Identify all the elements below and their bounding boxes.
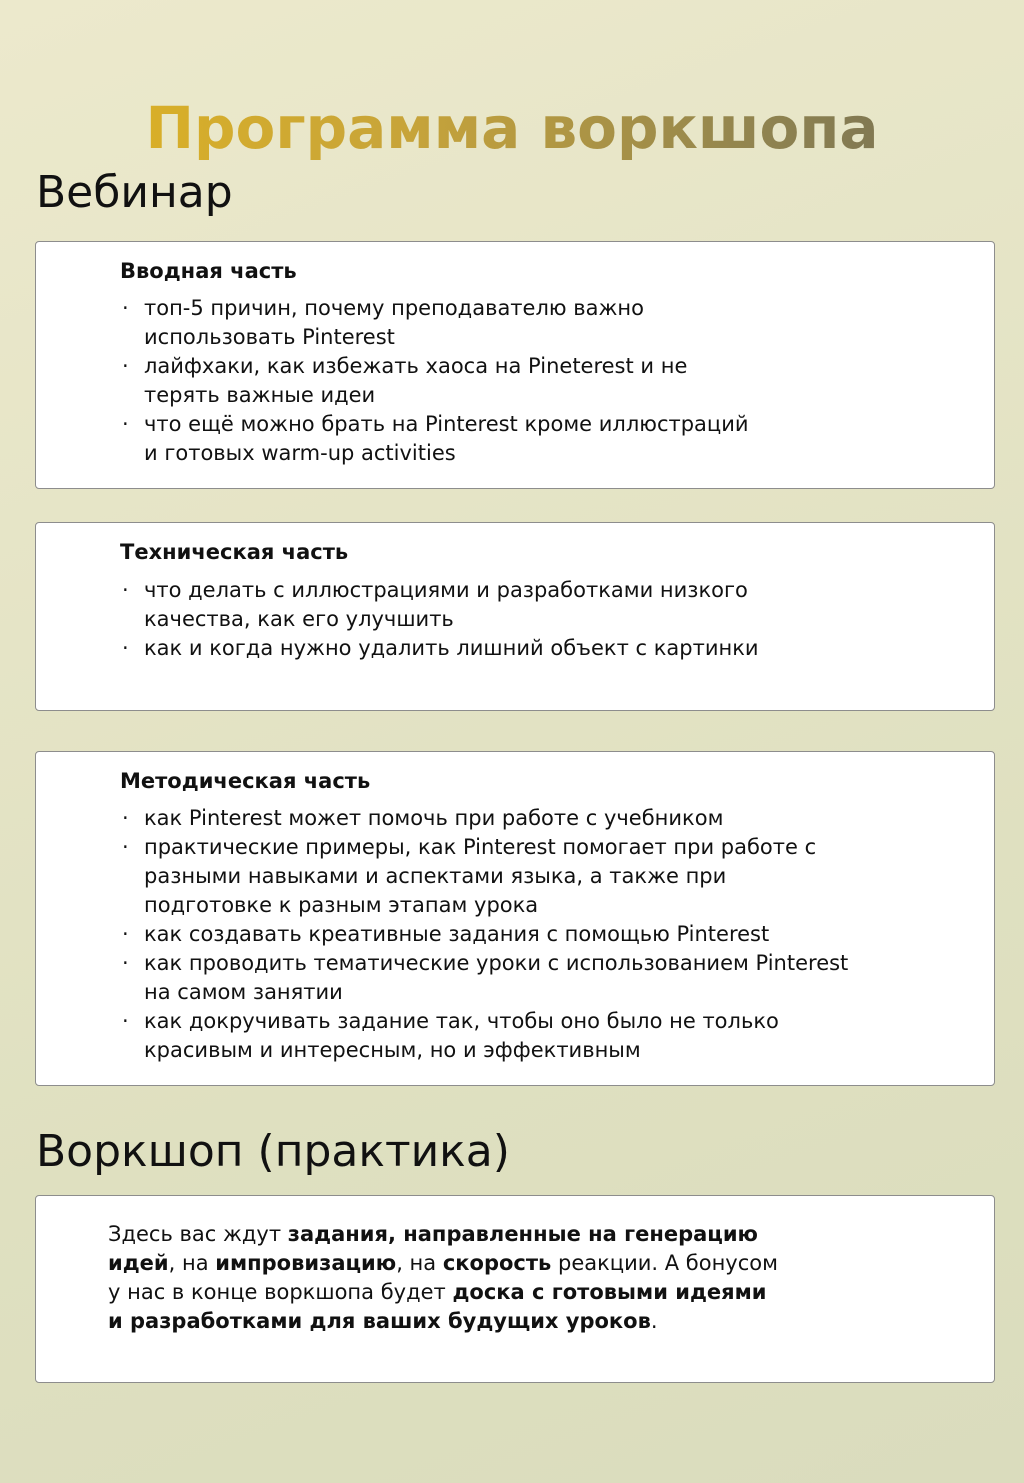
card-title: Методическая часть bbox=[120, 769, 371, 793]
section-heading-webinar: Вебинар bbox=[36, 167, 233, 218]
bullet-icon: · bbox=[122, 951, 129, 975]
list-item bbox=[120, 294, 760, 352]
bullet-icon: · bbox=[122, 412, 129, 436]
card-intro bbox=[35, 241, 995, 489]
bullet-icon: · bbox=[122, 636, 129, 660]
list-item-text: как и когда нужно удалить лишний объект с картинки bbox=[144, 636, 759, 660]
card-technical bbox=[35, 522, 995, 711]
list-item bbox=[120, 833, 860, 920]
list-item-text: как Pinterest может помочь при работе с учебником bbox=[144, 806, 724, 830]
list-item bbox=[120, 410, 760, 468]
workshop-description bbox=[108, 1220, 788, 1336]
description-emphasis: доска с готовыми идеями и разработками для ваших будущих уроков bbox=[108, 1280, 767, 1333]
page-title: Программа воркшопа bbox=[0, 90, 1024, 166]
bullet-icon: · bbox=[122, 835, 129, 859]
list-item-text: что ещё можно брать на Pinterest кроме иллюстраций и готовых warm-up activities bbox=[144, 412, 749, 465]
list-item-text: что делать с иллюстрациями и разработками низкого качества, как его улучшить bbox=[144, 578, 748, 631]
bullet-list bbox=[120, 576, 760, 663]
description-emphasis: скорость bbox=[442, 1251, 552, 1275]
section-heading-workshop: Воркшоп (практика) bbox=[36, 1126, 510, 1177]
list-item bbox=[120, 1007, 860, 1065]
bullet-list bbox=[120, 804, 860, 1065]
card-workshop bbox=[35, 1195, 995, 1383]
bullet-icon: · bbox=[122, 806, 129, 830]
description-text: , на bbox=[168, 1251, 216, 1275]
list-item bbox=[120, 920, 860, 949]
list-item-text: топ-5 причин, почему преподавателю важно использовать Pinterest bbox=[144, 296, 644, 349]
description-text: реакции. А бонусом у нас в конце воркшопа будет bbox=[108, 1251, 778, 1304]
card-methodical bbox=[35, 751, 995, 1086]
list-item-text: как проводить тематические уроки с использованием Pinterest на самом занятии bbox=[144, 951, 849, 1004]
description-emphasis: импровизацию bbox=[215, 1251, 397, 1275]
card-title: Вводная часть bbox=[120, 259, 297, 283]
description-text: . bbox=[650, 1309, 658, 1333]
bullet-icon: · bbox=[122, 354, 129, 378]
list-item bbox=[120, 634, 760, 663]
bullet-icon: · bbox=[122, 578, 129, 602]
description-text: Здесь вас ждут bbox=[108, 1222, 288, 1246]
list-item-text: как докручивать задание так, чтобы оно было не только красивым и интересным, но и эффективным bbox=[144, 1009, 779, 1062]
description-emphasis: задания, направленные на генерацию идей bbox=[108, 1222, 758, 1275]
list-item-text: как создавать креативные задания с помощью Pinterest bbox=[144, 922, 770, 946]
list-item bbox=[120, 949, 860, 1007]
list-item-text: лайфхаки, как избежать хаоса на Pineterest и не терять важные идеи bbox=[144, 354, 688, 407]
bullet-icon: · bbox=[122, 922, 129, 946]
bullet-list bbox=[120, 294, 760, 468]
list-item-text: практические примеры, как Pinterest помогает при работе с разными навыками и аспектами языка, а также при подготовке к разным этапам урока bbox=[144, 835, 817, 917]
list-item bbox=[120, 804, 860, 833]
bullet-icon: · bbox=[122, 1009, 129, 1033]
description-text: , на bbox=[396, 1251, 443, 1275]
card-title: Техническая часть bbox=[120, 540, 349, 564]
list-item bbox=[120, 352, 760, 410]
list-item bbox=[120, 576, 760, 634]
bullet-icon: · bbox=[122, 296, 129, 320]
